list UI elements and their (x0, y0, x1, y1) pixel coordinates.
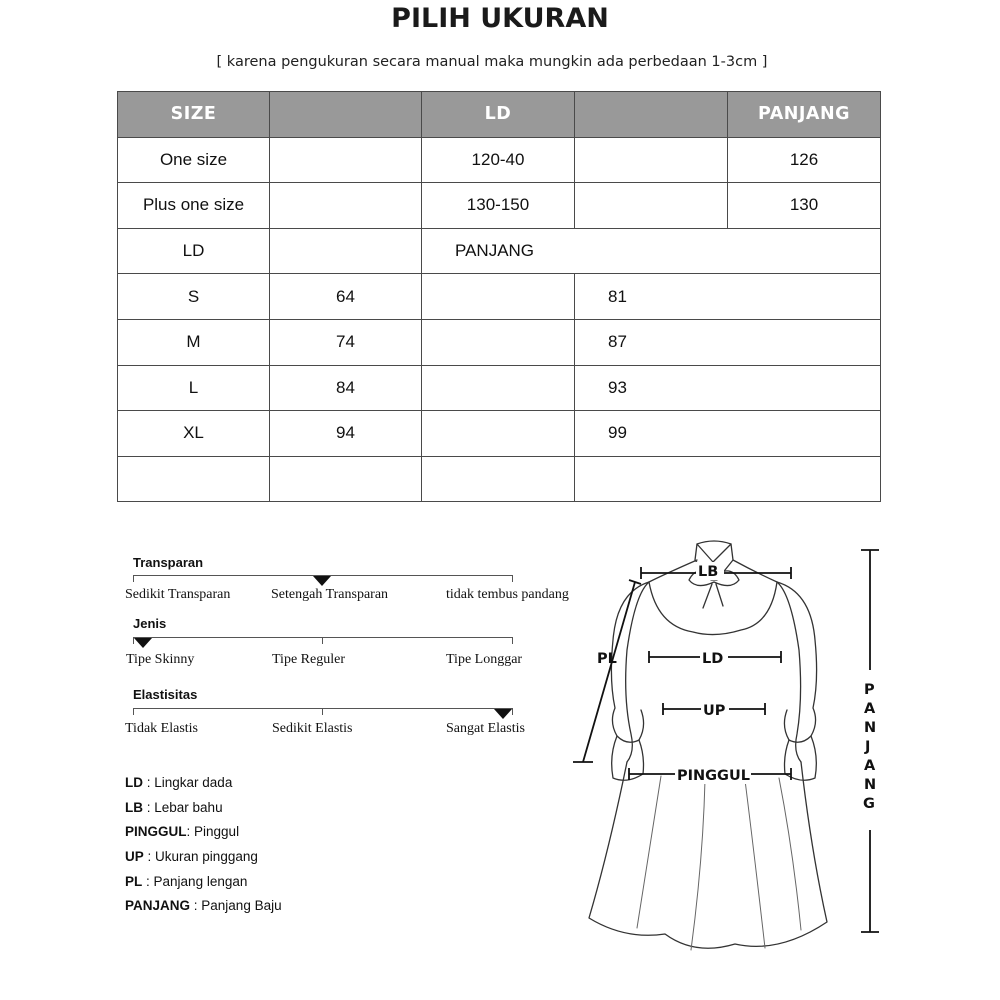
table-cell (422, 319, 575, 365)
scale-selected-marker (313, 576, 331, 586)
scale-label: Tidak Elastis (125, 721, 198, 736)
panjang-letter: G (863, 796, 875, 812)
panjang-vertical-label (863, 682, 876, 812)
table-row-empty (118, 456, 881, 502)
scale-title-elastisitas: Elastisitas (133, 687, 198, 702)
legend-key: PINGGUL (125, 824, 187, 840)
ld-cell: 94 (270, 411, 422, 457)
table-cell (422, 274, 575, 320)
panjang-letter: N (864, 777, 877, 793)
legend-desc: Panjang lengan (153, 873, 248, 889)
scale-selected-marker (494, 709, 512, 719)
legend-row (125, 871, 282, 896)
page-title: PILIH UKURAN (391, 3, 609, 34)
size-cell: L (118, 365, 270, 411)
scale-label: Sangat Elastis (446, 721, 525, 736)
legend-row (125, 797, 282, 822)
table-header-row (118, 92, 881, 138)
panjang-letter: A (864, 701, 876, 717)
scale-title-transparan: Transparan (133, 555, 204, 570)
scale-label: Tipe Skinny (126, 652, 195, 667)
panjang-cell: 93 (575, 365, 881, 411)
table-row (118, 365, 881, 411)
table-row (118, 274, 881, 320)
table-cell (270, 456, 422, 502)
scale-tick (322, 708, 323, 715)
size-cell: M (118, 319, 270, 365)
ld-cell: 74 (270, 319, 422, 365)
legend-sep: : (190, 898, 202, 914)
size-cell: S (118, 274, 270, 320)
legend-key: PANJANG (125, 898, 191, 914)
scale-label: Setengah Transparan (271, 587, 389, 602)
legend-sep: : (143, 849, 156, 865)
dress-outline (589, 541, 827, 950)
page-subtitle: [ karena pengukuran secara manual maka mungkin ada perbedaan 1-3cm ] (216, 54, 768, 70)
header-ld: LD (422, 92, 575, 138)
panjang-cell: 99 (575, 411, 881, 457)
table-cell: 126 (728, 137, 881, 183)
legend-desc: Lebar bahu (154, 799, 223, 815)
scale-selected-marker (134, 638, 152, 648)
header-panjang: PANJANG (728, 92, 881, 138)
table-cell: 120-40 (422, 137, 575, 183)
legend-key: UP (125, 849, 144, 865)
legend-sep: : (142, 873, 154, 889)
legend-key: LD (125, 775, 143, 790)
table-row (118, 183, 881, 229)
legend-desc: Pinggul (194, 824, 240, 840)
up-label: UP (703, 703, 726, 719)
dress-measurement-diagram (565, 530, 895, 960)
scale-tick (512, 637, 513, 644)
table-cell (575, 456, 881, 502)
legend-sep: : (143, 775, 155, 790)
panjang-letter: J (865, 739, 871, 755)
pl-guide-line (583, 582, 635, 762)
scale-label: tidak tembus pandang (446, 587, 569, 602)
table-cell (270, 137, 422, 183)
ld-cell: 84 (270, 365, 422, 411)
legend-key: PL (125, 873, 143, 889)
panjang-cell: 81 (575, 274, 881, 320)
pinggul-label: PINGGUL (677, 768, 750, 784)
panjang-letter: A (864, 758, 876, 774)
scale-tick (322, 637, 323, 644)
scale-label: Sedikit Elastis (272, 721, 353, 736)
table-cell: Plus one size (118, 183, 270, 229)
table-cell (270, 183, 422, 229)
table-cell (575, 183, 728, 229)
table-subheader-row (118, 228, 881, 274)
ld-cell: 64 (270, 274, 422, 320)
scale-title-jenis: Jenis (133, 616, 167, 631)
legend-row (125, 772, 282, 797)
legend-row (125, 895, 282, 920)
header-size: SIZE (118, 92, 270, 138)
subheader-ld: LD (118, 228, 270, 274)
panjang-cell: 87 (575, 319, 881, 365)
measurement-guides (573, 550, 879, 932)
legend-sep: : (143, 799, 155, 815)
panjang-letter: P (864, 682, 875, 698)
measurement-legend (125, 772, 282, 920)
scale-tick (512, 708, 513, 715)
lb-label: LB (698, 564, 719, 580)
size-table (117, 91, 881, 502)
panjang-letter: N (864, 720, 877, 736)
table-cell (270, 228, 422, 274)
table-row (118, 411, 881, 457)
legend-row (125, 846, 282, 871)
scale-label: Tipe Reguler (272, 652, 345, 667)
table-cell: One size (118, 137, 270, 183)
scale-tick (133, 708, 134, 715)
size-cell: XL (118, 411, 270, 457)
scale-line (133, 708, 513, 709)
table-row (118, 319, 881, 365)
table-cell: 130-150 (422, 183, 575, 229)
legend-desc: Ukuran pinggang (155, 849, 258, 865)
table-cell: 130 (728, 183, 881, 229)
table-cell (422, 365, 575, 411)
legend-key: LB (125, 799, 143, 815)
ld-label: LD (702, 651, 724, 667)
scale-label: Sedikit Transparan (125, 587, 231, 602)
legend-desc: Lingkar dada (154, 775, 233, 790)
scale-tick (133, 575, 134, 582)
legend-row (125, 821, 282, 846)
table-cell (422, 456, 575, 502)
header-empty-1 (270, 92, 422, 138)
table-cell (575, 137, 728, 183)
table-row (118, 137, 881, 183)
header-empty-3 (575, 92, 728, 138)
subheader-panjang: PANJANG (422, 228, 881, 274)
scale-tick (512, 575, 513, 582)
table-cell (422, 411, 575, 457)
scale-label: Tipe Longgar (446, 652, 523, 667)
pl-label: PL (597, 651, 617, 667)
table-cell (118, 456, 270, 502)
legend-sep: : (186, 824, 195, 840)
legend-desc: Panjang Baju (201, 898, 282, 914)
scale-line (133, 637, 513, 638)
